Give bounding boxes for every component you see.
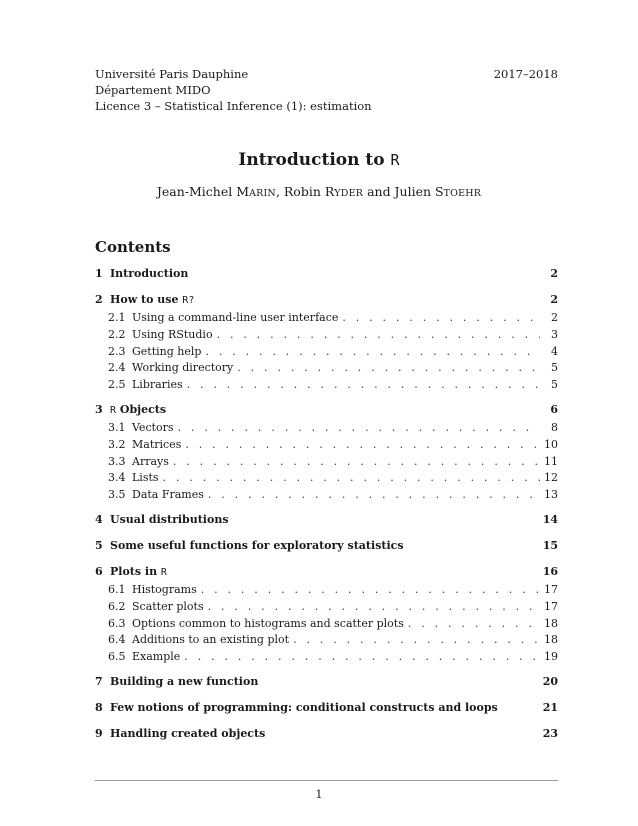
subsection-page: 13: [544, 488, 558, 502]
toc-subsection[interactable]: [95, 471, 558, 488]
subsection-number: 6.5: [108, 650, 126, 664]
toc-subsection[interactable]: [95, 455, 558, 472]
section-page: 14: [542, 512, 558, 526]
department-name: Département MIDO: [95, 83, 211, 97]
section-title-code: R?: [182, 295, 195, 306]
subsection-page: 10: [544, 437, 558, 451]
subsection-page: 8: [551, 420, 558, 434]
section-page: 2: [550, 293, 558, 306]
section-page: 2: [550, 267, 558, 280]
section-number: 7: [95, 674, 103, 688]
dot-leader: [208, 600, 540, 613]
toc-section-5[interactable]: [95, 539, 558, 557]
subsection-number: 6.3: [108, 616, 126, 630]
subsection-title: Libraries: [132, 378, 183, 392]
dot-leader: [163, 471, 540, 484]
section-number: 1: [95, 267, 103, 280]
toc-section-1[interactable]: [95, 267, 558, 285]
subsection-title: Data Frames: [132, 488, 204, 502]
subsection-title: Using RStudio: [132, 327, 213, 341]
course-name: Licence 3 – Statistical Inference (1): estimation: [95, 99, 372, 113]
page-number: 1: [315, 788, 323, 801]
subsection-title: Vectors: [132, 420, 174, 434]
subsection-title: Arrays: [132, 454, 169, 468]
toc-section-6[interactable]: [95, 565, 558, 583]
subsection-number: 6.4: [108, 633, 126, 647]
subsection-page: 2: [551, 311, 558, 324]
contents-heading: Contents: [95, 238, 171, 256]
footer-rule: [95, 780, 558, 781]
title-code: R: [390, 151, 400, 169]
dot-leader: [342, 311, 540, 324]
title-text: Introduction to: [238, 150, 385, 170]
section-title: [110, 403, 550, 416]
section-title-text: How to use: [110, 293, 183, 306]
table-of-contents: [95, 267, 558, 745]
subsection-number: 6.2: [108, 599, 126, 613]
subsection-title: Options common to histograms and scatter plots: [132, 616, 404, 630]
author-first: , Robin: [275, 184, 321, 199]
section-page: 16: [542, 564, 558, 578]
section-title: [110, 565, 543, 578]
toc-subsection[interactable]: [95, 650, 558, 667]
toc-subsection[interactable]: [95, 617, 558, 634]
dot-leader: [217, 328, 540, 341]
toc-subsection[interactable]: [95, 438, 558, 455]
dot-leader: [293, 633, 540, 646]
section-page: 20: [542, 674, 558, 688]
university-name: Université Paris Dauphine: [95, 67, 249, 81]
author-last-initial: S: [435, 184, 444, 199]
toc-subsection[interactable]: [95, 328, 558, 345]
author-first: and Julien: [367, 184, 432, 199]
section-number: 3: [95, 402, 103, 416]
subsection-number: 3.3: [108, 454, 126, 468]
subsection-number: 2.2: [108, 327, 126, 341]
subsection-number: 3.1: [108, 420, 126, 434]
subsection-number: 3.5: [108, 488, 126, 502]
section-page: 15: [542, 538, 558, 552]
section-title-code: R: [110, 404, 117, 416]
subsection-page: 4: [551, 344, 558, 358]
subsection-page: 17: [544, 599, 558, 613]
subsection-page: 5: [551, 361, 558, 375]
subsection-title: Getting help: [132, 344, 202, 358]
subsection-number: 3.4: [108, 471, 126, 485]
toc-subsection[interactable]: [95, 345, 558, 362]
page-header: [95, 66, 558, 114]
subsection-page: 18: [544, 616, 558, 630]
author-last-initial: R: [324, 184, 335, 199]
author-last-rest: TOEHR: [443, 188, 482, 199]
subsection-title: Working directory: [132, 361, 234, 375]
section-title: Introduction: [110, 267, 189, 280]
section-number: 6: [95, 564, 103, 578]
toc-subsection[interactable]: [95, 378, 558, 395]
dot-leader: [408, 617, 540, 630]
section-title-code: R: [160, 566, 167, 578]
subsection-number: 2.3: [108, 344, 126, 358]
document-title: [0, 150, 638, 170]
subsection-page: 18: [544, 633, 558, 647]
subsection-title: Histograms: [132, 582, 197, 596]
toc-subsection[interactable]: [95, 633, 558, 650]
section-title: Building a new function: [110, 674, 259, 688]
subsection-title: Using a command-line user interface: [132, 311, 339, 324]
subsection-page: 3: [551, 327, 558, 341]
author-last-rest: YDER: [334, 188, 364, 199]
dot-leader: [173, 455, 540, 468]
toc-subsection[interactable]: [95, 583, 558, 600]
section-title: Usual distributions: [110, 512, 229, 526]
toc-subsection[interactable]: [95, 311, 558, 328]
subsection-page: 11: [544, 454, 558, 468]
subsection-title: Scatter plots: [132, 599, 204, 613]
section-page: 23: [542, 726, 558, 740]
section-number: 9: [95, 726, 103, 740]
dot-leader: [178, 421, 540, 434]
section-number: 5: [95, 538, 103, 552]
dot-leader: [201, 583, 540, 596]
subsection-title: Example: [132, 650, 181, 664]
dot-leader: [185, 438, 540, 451]
subsection-number: 2.5: [108, 378, 126, 392]
subsection-number: 6.1: [108, 582, 126, 596]
section-title: Handling created objects: [110, 726, 266, 740]
subsection-title: Additions to an existing plot: [132, 633, 290, 647]
toc-subsection[interactable]: [95, 421, 558, 438]
toc-section-7[interactable]: [95, 675, 558, 693]
section-page: 6: [550, 402, 558, 416]
subsection-number: 2.1: [108, 311, 126, 324]
dot-leader: [184, 650, 540, 663]
toc-section-3[interactable]: [95, 403, 558, 421]
section-title-text: Objects: [116, 402, 167, 416]
dot-leader: [187, 378, 540, 391]
toc-section-2[interactable]: [95, 293, 558, 311]
authors-line: [0, 184, 638, 199]
subsection-number: 3.2: [108, 437, 126, 451]
academic-year: 2017–2018: [493, 67, 558, 81]
subsection-title: Lists: [132, 471, 159, 485]
dot-leader: [208, 488, 540, 501]
subsection-page: 19: [544, 650, 558, 664]
subsection-title: Matrices: [132, 437, 182, 451]
author-last-rest: ARIN: [249, 188, 276, 199]
section-number: 8: [95, 700, 103, 714]
section-title: [110, 293, 550, 306]
toc-subsection[interactable]: [95, 488, 558, 505]
subsection-page: 5: [551, 378, 558, 392]
subsection-number: 2.4: [108, 361, 126, 375]
dot-leader: [237, 361, 540, 374]
section-title: Some useful functions for exploratory statistics: [110, 538, 404, 552]
section-number: 2: [95, 293, 103, 306]
toc-subsection[interactable]: [95, 600, 558, 617]
toc-section-9[interactable]: [95, 727, 558, 745]
toc-section-4[interactable]: [95, 513, 558, 531]
subsection-page: 12: [544, 471, 558, 485]
section-title-text: Plots in: [110, 564, 161, 578]
toc-section-8[interactable]: [95, 701, 558, 719]
section-number: 4: [95, 512, 103, 526]
section-title: Few notions of programming: conditional constructs and loops: [110, 700, 498, 714]
toc-subsection[interactable]: [95, 361, 558, 378]
author-first: Jean-Michel: [156, 184, 233, 199]
author-last-initial: M: [236, 184, 250, 199]
dot-leader: [205, 345, 540, 358]
subsection-page: 17: [544, 582, 558, 596]
section-page: 21: [542, 700, 558, 714]
